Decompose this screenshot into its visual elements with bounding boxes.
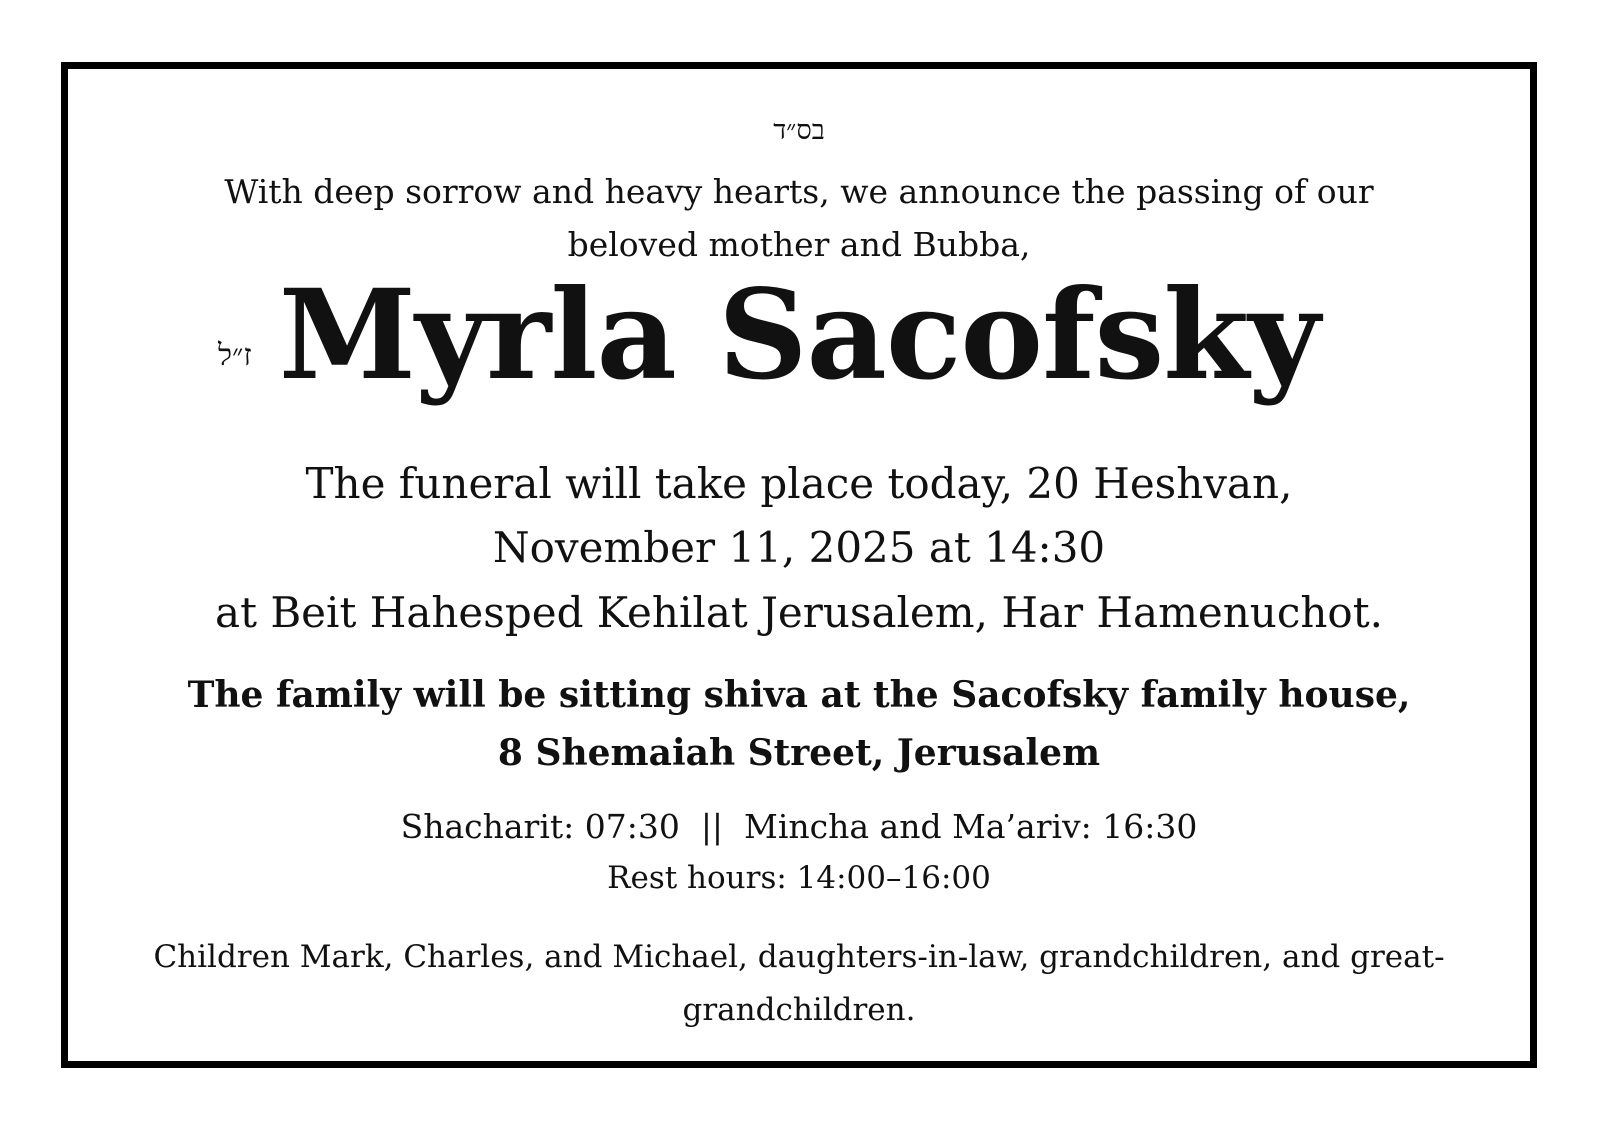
prayer-times: Shacharit: 07:30 || Mincha and Ma’ariv: 16:30	[400, 807, 1198, 846]
funeral-line-1: The funeral will take place today, 20 Heshvan,	[305, 459, 1293, 508]
deceased-name: Myrla Sacofsky	[278, 263, 1320, 408]
bsd-heading: בס״ד	[773, 115, 825, 146]
notice-border	[61, 62, 1537, 1068]
zl-honorific: ז״ל	[218, 338, 252, 373]
shiva-line-2: 8 Shemaiah Street, Jerusalem	[497, 732, 1101, 774]
rest-hours: Rest hours: 14:00–16:00	[607, 860, 991, 896]
family-list: Children Mark, Charles, and Michael, daughters-in-law, grandchildren, and great-grandchildren.	[153, 939, 1445, 1028]
funeral-line-2: November 11, 2025 at 14:30	[492, 523, 1106, 572]
intro-text: With deep sorrow and heavy hearts, we announce the passing of our beloved mother and Bubba,	[224, 172, 1374, 264]
funeral-line-3: at Beit Hahesped Kehilat Jerusalem, Har Hamenuchot.	[215, 588, 1383, 637]
shiva-line-1: The family will be sitting shiva at the Sacofsky family house,	[187, 674, 1411, 716]
